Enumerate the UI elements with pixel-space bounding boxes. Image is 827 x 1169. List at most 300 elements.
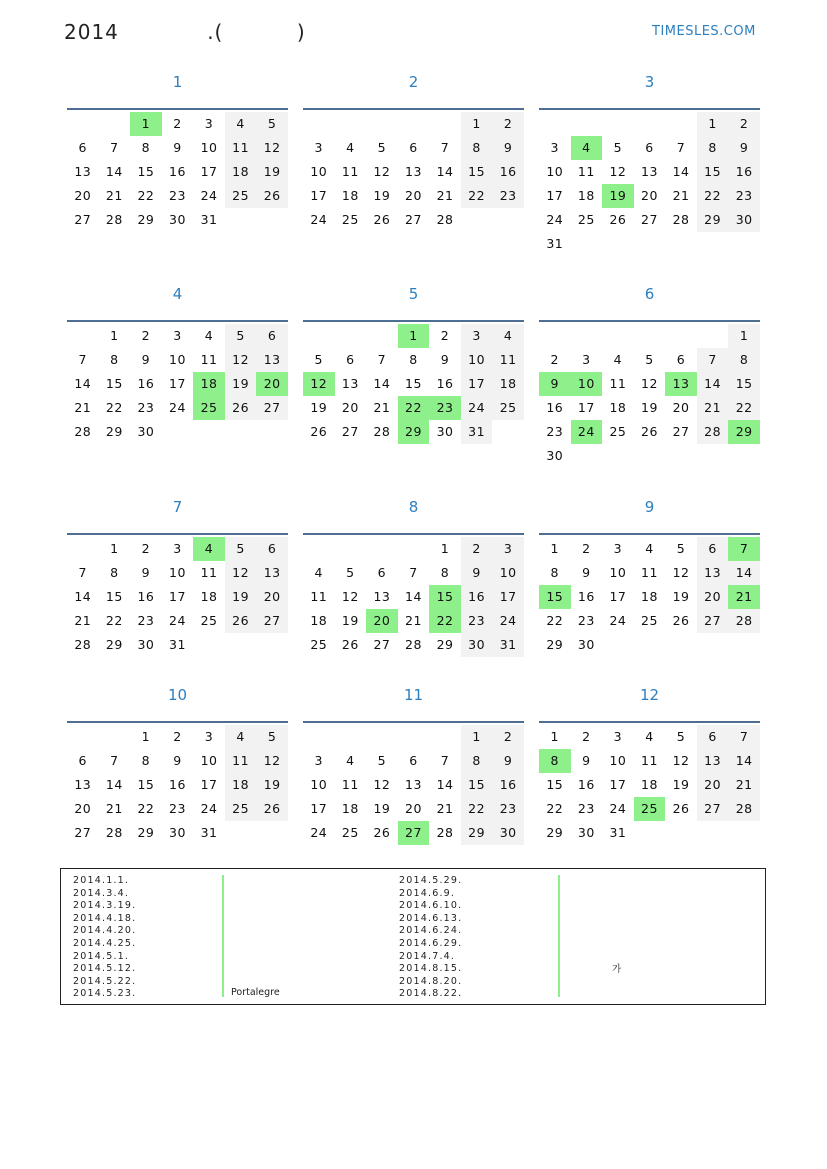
day-cell: 16 [728,160,760,184]
holiday-day-cell: 29 [728,420,760,444]
legend-date: 2014.5.1. [73,950,130,962]
day-cell: 5 [225,324,257,348]
day-cell: 24 [200,801,218,816]
month-grid [67,108,288,232]
month-8 [303,499,524,657]
day-cell: 3 [582,352,591,367]
month-name: 7 [172,498,183,516]
month-grid [303,108,524,232]
day-cell: 29 [105,637,123,652]
day-cell: 25 [609,424,627,439]
day-cell: 16 [577,589,595,604]
day-cell: 10 [310,777,328,792]
day-cell: 19 [341,613,359,628]
empty-cell [366,112,398,136]
day-cell: 16 [436,376,454,391]
day-cell: 31 [169,637,186,652]
day-cell: 23 [137,613,155,628]
day-cell: 4 [225,725,257,749]
month-12 [539,687,760,845]
day-cell: 30 [577,637,595,652]
day-cell: 6 [78,140,87,155]
day-cell: 18 [341,801,359,816]
day-cell: 18 [492,372,524,396]
day-cell: 5 [314,352,323,367]
holiday-day-cell: 15 [539,585,571,609]
day-cell: 19 [225,585,257,609]
day-cell: 19 [641,400,658,415]
day-cell: 28 [105,825,123,840]
day-cell: 19 [672,589,690,604]
day-cell: 27 [256,609,288,633]
day-cell: 21 [728,773,760,797]
day-cell: 20 [74,188,92,203]
day-cell: 5 [613,140,623,155]
month-2 [303,74,524,232]
holiday-day-cell: 15 [429,585,461,609]
day-cell: 13 [697,749,729,773]
day-cell: 11 [641,565,658,580]
empty-cell [335,537,367,561]
day-cell: 22 [461,797,493,821]
day-cell: 21 [74,400,92,415]
day-cell: 19 [373,188,391,203]
day-cell: 23 [492,184,524,208]
day-cell: 20 [74,801,92,816]
day-cell: 5 [676,729,686,744]
day-cell: 26 [373,825,391,840]
day-cell: 5 [676,541,686,556]
day-cell: 23 [546,424,564,439]
day-cell: 5 [377,753,387,768]
day-cell: 22 [461,184,493,208]
day-cell: 9 [492,136,524,160]
day-cell: 21 [373,400,391,415]
holiday-day-cell: 22 [429,609,461,633]
day-cell: 24 [169,613,186,628]
legend-note-right: 가 [612,964,622,975]
day-cell: 28 [697,420,729,444]
day-cell: 8 [409,352,418,367]
empty-cell [665,112,697,136]
brand-logo-text[interactable]: TIMESLES.COM [652,24,756,39]
day-cell: 16 [577,777,595,792]
day-cell: 14 [405,589,422,604]
day-cell: 11 [200,565,218,580]
empty-cell [602,324,634,348]
day-cell: 2 [492,112,524,136]
day-cell: 14 [728,561,760,585]
day-cell: 29 [461,821,493,845]
day-cell: 6 [409,753,418,768]
day-cell: 15 [105,376,123,391]
day-cell: 11 [641,753,658,768]
month-grid [303,320,524,444]
day-cell: 4 [204,328,214,343]
day-cell: 25 [225,184,257,208]
day-cell: 20 [697,773,729,797]
month-name: 1 [172,73,183,91]
day-cell: 20 [256,585,288,609]
empty-cell [303,112,335,136]
day-cell: 24 [609,801,627,816]
month-name: 8 [408,498,419,516]
day-cell: 27 [256,396,288,420]
day-cell: 28 [373,424,391,439]
day-cell: 27 [641,212,658,227]
day-cell: 11 [577,164,595,179]
day-cell: 3 [613,729,623,744]
day-cell: 1 [440,541,450,556]
day-cell: 4 [225,112,257,136]
day-cell: 26 [341,637,359,652]
day-cell: 19 [225,372,257,396]
empty-cell [335,725,367,749]
day-cell: 5 [346,565,355,580]
day-cell: 6 [697,537,729,561]
day-cell: 17 [609,589,627,604]
legend-date: 2014.6.10. [399,900,463,912]
day-cell: 26 [225,396,257,420]
day-cell: 11 [225,749,257,773]
day-cell: 24 [310,212,328,227]
day-cell: 12 [672,753,690,768]
day-cell: 26 [373,212,391,227]
day-cell: 27 [373,637,391,652]
legend-date: 2014.8.15. [399,963,463,975]
month-1 [67,74,288,232]
month-grid [539,108,760,256]
day-cell: 17 [169,589,186,604]
holiday-day-cell: 18 [193,372,225,396]
day-cell: 27 [697,609,729,633]
day-cell: 29 [697,208,729,232]
empty-cell [571,324,603,348]
day-cell: 2 [440,328,450,343]
month-name: 2 [408,73,419,91]
holiday-legend [60,868,766,1005]
day-cell: 9 [582,753,591,768]
day-cell: 15 [461,773,493,797]
day-cell: 20 [641,188,658,203]
holiday-day-cell: 27 [398,821,430,845]
legend-left-dates [73,875,136,1001]
day-cell: 10 [609,565,627,580]
day-cell: 18 [225,160,257,184]
day-cell: 31 [461,420,493,444]
empty-cell [398,725,430,749]
day-cell: 17 [492,585,524,609]
holiday-day-cell: 9 [539,372,571,396]
day-cell: 17 [546,188,564,203]
holiday-day-cell: 8 [539,749,571,773]
day-cell: 21 [105,188,123,203]
day-cell: 1 [110,541,119,556]
day-cell: 1 [141,729,151,744]
legend-date: 2014.4.20. [73,925,137,937]
day-cell: 23 [137,400,155,415]
day-cell: 21 [697,396,729,420]
legend-date: 2014.5.23. [73,988,137,1000]
month-name: 12 [639,686,660,704]
day-cell: 18 [641,777,658,792]
day-cell: 28 [74,637,92,652]
holiday-day-cell: 23 [429,396,461,420]
day-cell: 5 [256,112,288,136]
empty-cell [429,112,461,136]
day-cell: 18 [225,773,257,797]
day-cell: 30 [169,212,186,227]
legend-date: 2014.6.9. [399,887,456,899]
holiday-day-cell: 29 [398,420,430,444]
month-10 [67,687,288,845]
day-cell: 10 [169,565,186,580]
empty-cell [602,112,634,136]
day-cell: 21 [105,801,123,816]
day-cell: 2 [550,352,559,367]
day-cell: 28 [672,212,690,227]
day-cell: 9 [440,352,450,367]
holiday-day-cell: 25 [634,797,666,821]
holiday-day-cell: 20 [256,372,288,396]
day-cell: 17 [200,164,218,179]
day-cell: 19 [256,773,288,797]
month-grid [67,533,288,657]
month-name: 6 [644,285,655,303]
day-cell: 25 [310,637,328,652]
holiday-day-cell: 12 [303,372,335,396]
month-grid [67,721,288,845]
day-cell: 13 [74,164,92,179]
day-cell: 4 [346,753,355,768]
empty-cell [335,112,367,136]
day-cell: 10 [546,164,564,179]
day-cell: 3 [204,729,214,744]
day-cell: 6 [346,352,355,367]
day-cell: 18 [609,400,627,415]
day-cell: 16 [169,164,186,179]
day-cell: 7 [78,352,87,367]
day-cell: 16 [169,777,186,792]
day-cell: 11 [200,352,218,367]
legend-date: 2014.8.20. [399,975,463,987]
day-cell: 8 [110,565,119,580]
day-cell: 27 [74,212,92,227]
legend-date: 2014.8.22. [399,988,463,1000]
day-cell: 7 [676,140,686,155]
day-cell: 6 [78,753,87,768]
day-cell: 30 [169,825,186,840]
day-cell: 6 [676,352,686,367]
holiday-day-cell: 4 [193,537,225,561]
day-cell: 4 [492,324,524,348]
empty-cell [697,324,729,348]
day-cell: 8 [461,749,493,773]
day-cell: 19 [256,160,288,184]
day-cell: 21 [672,188,690,203]
day-cell: 8 [141,140,151,155]
legend-date: 2014.5.22. [73,975,137,987]
day-cell: 16 [461,585,493,609]
empty-cell [634,324,666,348]
day-cell: 1 [728,324,760,348]
month-name: 4 [172,285,183,303]
day-cell: 9 [582,565,591,580]
day-cell: 17 [461,372,493,396]
holiday-day-cell: 7 [728,537,760,561]
day-cell: 23 [577,613,595,628]
day-cell: 30 [436,424,454,439]
day-cell: 6 [645,140,654,155]
holiday-day-cell: 21 [728,585,760,609]
day-cell: 14 [373,376,391,391]
day-cell: 28 [74,424,92,439]
day-cell: 6 [256,537,288,561]
day-cell: 26 [256,184,288,208]
holiday-day-cell: 19 [602,184,634,208]
day-cell: 22 [137,801,155,816]
day-cell: 26 [609,212,627,227]
day-cell: 25 [200,613,218,628]
day-cell: 5 [645,352,654,367]
day-cell: 20 [341,400,359,415]
day-cell: 26 [256,797,288,821]
day-cell: 17 [310,801,328,816]
day-cell: 18 [200,589,218,604]
day-cell: 15 [697,160,729,184]
day-cell: 16 [492,773,524,797]
legend-date: 2014.5.12. [73,963,137,975]
day-cell: 26 [225,609,257,633]
day-cell: 9 [492,749,524,773]
day-cell: 5 [256,725,288,749]
day-cell: 8 [110,352,119,367]
empty-cell [539,324,571,348]
day-cell: 31 [492,633,524,657]
day-cell: 12 [256,749,288,773]
day-cell: 28 [436,212,454,227]
day-cell: 7 [110,753,119,768]
day-cell: 14 [105,164,123,179]
day-cell: 25 [492,396,524,420]
day-cell: 14 [436,164,454,179]
day-cell: 22 [728,396,760,420]
day-cell: 30 [546,448,564,463]
day-cell: 14 [697,372,729,396]
day-cell: 13 [74,777,92,792]
day-cell: 1 [550,729,559,744]
day-cell: 24 [310,825,328,840]
month-grid [67,320,288,444]
day-cell: 7 [440,140,450,155]
day-cell: 1 [461,112,493,136]
month-7 [67,499,288,657]
day-cell: 15 [405,376,422,391]
month-grid [539,320,760,468]
legend-date: 2014.6.13. [399,912,463,924]
day-cell: 13 [256,348,288,372]
day-cell: 2 [582,541,591,556]
day-cell: 15 [461,160,493,184]
day-cell: 12 [672,565,690,580]
month-6 [539,286,760,468]
empty-cell [303,324,335,348]
day-cell: 27 [74,825,92,840]
legend-date: 2014.3.4. [73,887,130,899]
empty-cell [366,725,398,749]
day-cell: 13 [373,589,391,604]
day-cell: 24 [200,188,218,203]
day-cell: 12 [609,164,627,179]
day-cell: 11 [310,589,328,604]
day-cell: 27 [672,424,690,439]
month-11 [303,687,524,845]
day-cell: 21 [436,188,454,203]
empty-cell [335,324,367,348]
day-cell: 4 [645,541,654,556]
legend-date: 2014.5.29. [399,875,463,886]
day-cell: 14 [728,749,760,773]
day-cell: 15 [546,777,564,792]
day-cell: 20 [405,801,422,816]
day-cell: 22 [546,613,564,628]
day-cell: 30 [577,825,595,840]
day-cell: 7 [728,725,760,749]
day-cell: 24 [546,212,564,227]
day-cell: 31 [200,212,218,227]
day-cell: 13 [341,376,359,391]
day-cell: 9 [141,352,151,367]
day-cell: 28 [728,609,760,633]
day-cell: 3 [550,140,559,155]
legend-date: 2014.6.29. [399,937,463,949]
day-cell: 2 [141,328,151,343]
holiday-day-cell: 4 [571,136,603,160]
day-cell: 17 [609,777,627,792]
day-cell: 3 [613,541,623,556]
day-cell: 27 [341,424,359,439]
day-cell: 5 [377,140,387,155]
holiday-day-cell: 1 [398,324,430,348]
day-cell: 17 [310,188,328,203]
day-cell: 20 [405,188,422,203]
day-cell: 20 [697,585,729,609]
day-cell: 24 [492,609,524,633]
day-cell: 17 [577,400,595,415]
day-cell: 18 [577,188,595,203]
day-cell: 1 [110,328,119,343]
month-grid [539,721,760,845]
day-cell: 2 [582,729,591,744]
day-cell: 18 [341,188,359,203]
day-cell: 2 [173,116,182,131]
day-cell: 28 [436,825,454,840]
empty-cell [99,725,131,749]
day-cell: 18 [310,613,328,628]
day-cell: 3 [173,541,182,556]
day-cell: 29 [105,424,123,439]
day-cell: 23 [169,801,186,816]
day-cell: 23 [577,801,595,816]
day-cell: 10 [200,753,218,768]
day-cell: 8 [550,565,559,580]
holiday-day-cell: 25 [193,396,225,420]
day-cell: 10 [310,164,328,179]
day-cell: 12 [373,164,391,179]
day-cell: 1 [550,541,559,556]
legend-date: 2014.4.18. [73,912,137,924]
legend-date: 2014.3.19. [73,900,137,912]
